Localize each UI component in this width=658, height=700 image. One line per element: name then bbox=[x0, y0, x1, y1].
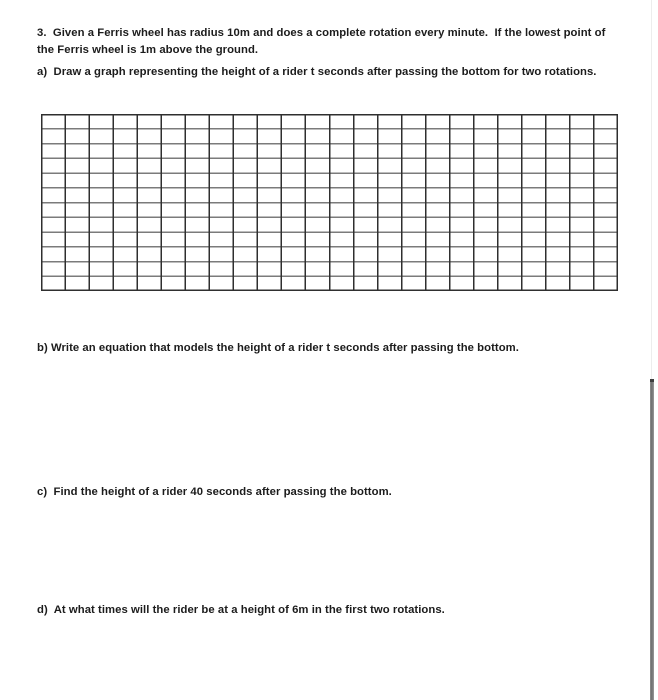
question-part-c: c) Find the height of a rider 40 seconds after passing the bottom. bbox=[37, 486, 392, 498]
page-seam-line bbox=[651, 0, 652, 379]
question-part-a: a) Draw a graph representing the height of a rider t seconds after passing the bottom for two rotations. bbox=[37, 66, 597, 78]
question-part-b: b) Write an equation that models the height of a rider t seconds after passing the bottom. bbox=[37, 342, 519, 354]
question-stem: 3. Given a Ferris wheel has radius 10m and does a complete rotation every minute. If the lowest point of the Ferris wheel is 1m above the ground. bbox=[37, 27, 609, 56]
graph-paper-grid bbox=[41, 114, 618, 291]
answer-grid bbox=[41, 114, 618, 291]
page-edge-shadow bbox=[650, 382, 654, 700]
question-part-d: d) At what times will the rider be at a height of 6m in the first two rotations. bbox=[37, 604, 445, 616]
